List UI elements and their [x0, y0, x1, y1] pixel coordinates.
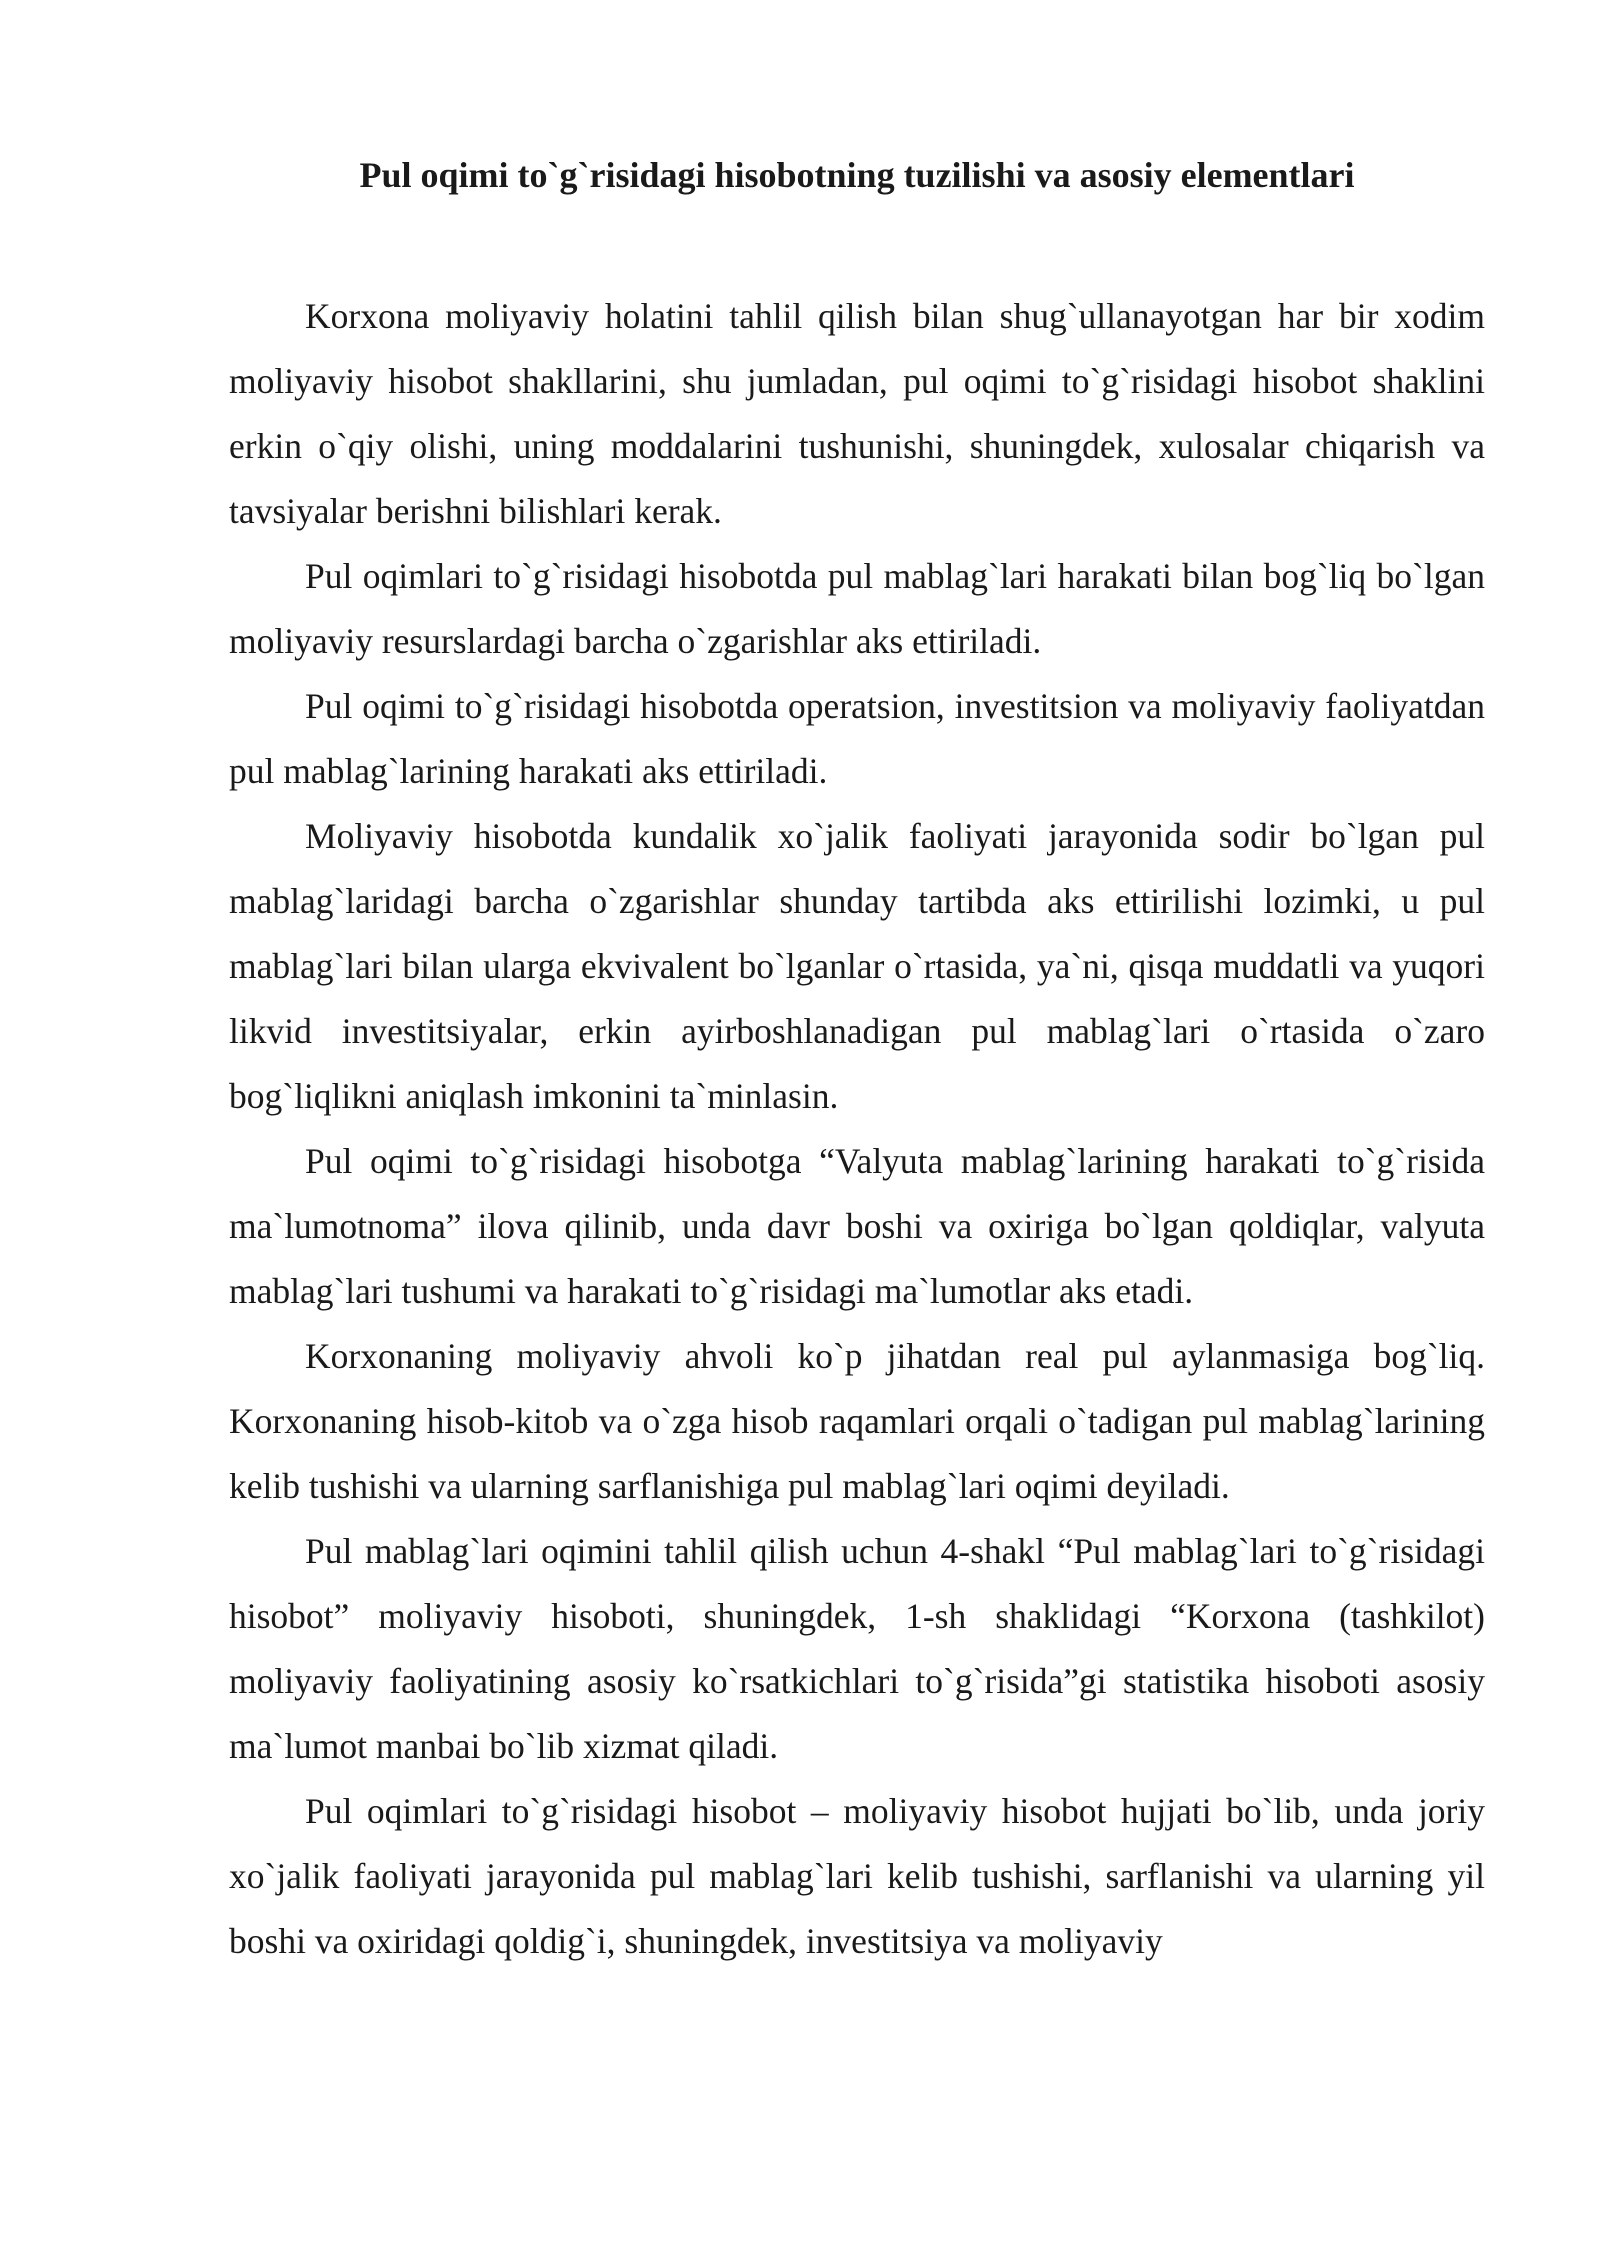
document-title: Pul oqimi to`g`risidagi hisobotning tuzilishi va asosiy elementlari	[359, 155, 1355, 195]
document-body	[229, 148, 1485, 1974]
paragraph-2: Pul oqimlari to`g`risidagi hisobotda pul mablag`lari harakati bilan bog`liq bo`lgan moliyaviy resurslardagi barcha o`zgarishlar aks ettiriladi.	[229, 556, 1485, 661]
paragraph-7: Pul mablag`lari oqimini tahlil qilish uchun 4-shakl “Pul mablag`lari to`g`risidagi hisobot” moliyaviy hisoboti, shuningdek, 1-sh shaklidagi “Korxona (tashkilot) moliyaviy faoliyatining asosiy ko`rsatkichlari to`g`risida”gi statistika hisoboti asosiy ma`lumot manbai bo`lib xizmat qiladi.	[229, 1531, 1485, 1766]
paragraph-5: Pul oqimi to`g`risidagi hisobotga “Valyuta mablag`larining harakati to`g`risida ma`lumotnoma” ilova qilinib, unda davr boshi va oxiriga bo`lgan qoldiqlar, valyuta mablag`lari tushumi va harakati to`g`risidagi ma`lumotlar aks etadi.	[229, 1141, 1485, 1311]
paragraph-3: Pul oqimi to`g`risidagi hisobotda operatsion, investitsion va moliyaviy faoliyatdan pul mablag`larining harakati aks ettiriladi.	[229, 686, 1485, 791]
paragraph-1: Korxona moliyaviy holatini tahlil qilish bilan shug`ullanayotgan har bir xodim moliyaviy hisobot shakllarini, shu jumladan, pul oqimi to`g`risidagi hisobot shaklini erkin o`qiy olishi, uning moddalarini tushunishi, shuningdek, xulosalar chiqarish va tavsiyalar berishni bilishlari kerak.	[229, 296, 1485, 531]
paragraph-8: Pul oqimlari to`g`risidagi hisobot – moliyaviy hisobot hujjati bo`lib, unda joriy xo`jalik faoliyati jarayonida pul mablag`lari kelib tushishi, sarflanishi va ularning yil boshi va oxiridagi qoldig`i, shuningdek, investitsiya va moliyaviy	[229, 1791, 1485, 1961]
paragraph-4: Moliyaviy hisobotda kundalik xo`jalik faoliyati jarayonida sodir bo`lgan pul mablag`laridagi barcha o`zgarishlar shunday tartibda aks ettirilishi lozimki, u pul mablag`lari bilan ularga ekvivalent bo`lganlar o`rtasida, ya`ni, qisqa muddatli va yuqori likvid investitsiyalar, erkin ayirboshlanadigan pul mablag`lari o`rtasida o`zaro bog`liqlikni aniqlash imkonini ta`minlasin.	[229, 816, 1485, 1116]
paragraph-6: Korxonaning moliyaviy ahvoli ko`p jihatdan real pul aylanmasiga bog`liq. Korxonaning hisob-kitob va o`zga hisob raqamlari orqali o`tadigan pul mablag`larining kelib tushishi va ularning sarflanishiga pul mablag`lari oqimi deyiladi.	[229, 1336, 1485, 1506]
